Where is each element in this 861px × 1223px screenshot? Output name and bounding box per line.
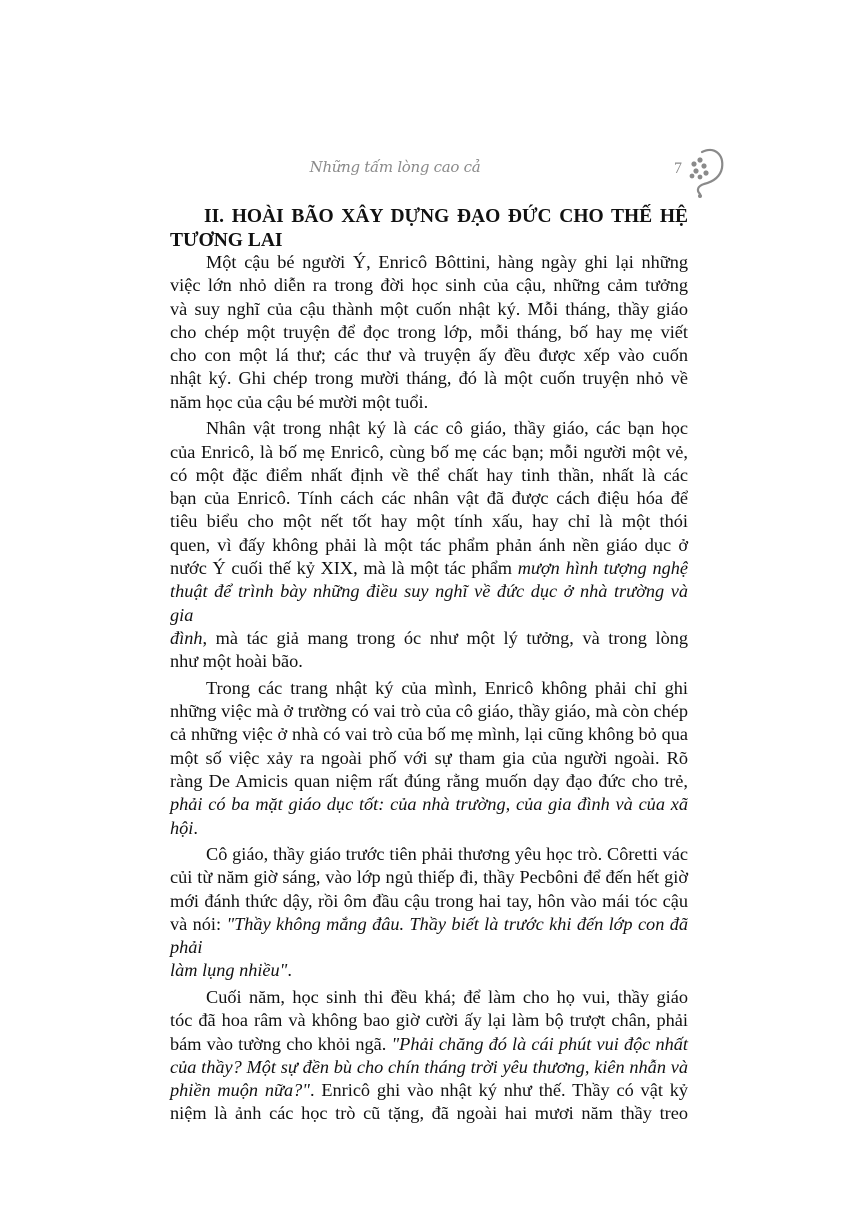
text: tóc đã hoa râm và không bao giờ cười ấy lại làm bộ trượt chân, phải — [170, 1010, 688, 1031]
italic-text: "Thầy không mắng đâu. Thầy biết là trước khi đến lớp con đã phải — [170, 913, 688, 958]
grape-vine-ornament-icon — [682, 144, 726, 200]
text: của Enricô, là bố mẹ Enricô, cùng bố mẹ các bạn; mỗi người một vẻ, — [170, 441, 688, 462]
text-line — [170, 1033, 688, 1056]
italic-text: thuật để trình bày những điều suy nghĩ về đức dục ở nhà trường và gia — [170, 581, 688, 625]
text: nước Ý cuối thế kỷ XIX, mà là một tác phẩm — [170, 558, 518, 579]
section-title — [170, 205, 688, 253]
text-line — [170, 464, 688, 487]
section-title-line-1: II. HOÀI BÃO XÂY DỰNG ĐẠO ĐỨC CHO THẾ HỆ — [204, 206, 688, 227]
text: . — [193, 817, 198, 838]
text: như một hoài bão. — [170, 651, 303, 672]
text-line — [170, 1056, 688, 1079]
text-line — [170, 627, 688, 650]
text-line — [170, 251, 688, 274]
text-line — [170, 650, 688, 673]
text: và suy nghĩ của cậu thành một cuốn nhật ký. Mỗi tháng, thầy giáo — [170, 298, 688, 319]
text-line — [170, 1009, 688, 1032]
text-line — [170, 747, 688, 770]
text-line — [170, 487, 688, 510]
paragraph — [170, 417, 688, 673]
text: có một đặc điểm nhất định về thể chất hay tinh thần, nhất là các — [170, 464, 688, 485]
running-head: Những tấm lòng cao cả — [309, 158, 481, 176]
text: năm học của cậu bé mười một tuổi. — [170, 391, 429, 412]
text: mới đánh thức dậy, rồi ôm đầu cậu trong hai tay, hôn vào mái tóc cậu — [170, 890, 688, 911]
text-line — [170, 723, 688, 746]
text-line — [170, 677, 688, 700]
text: Một cậu bé người Ý, Enricô Bôttini, hàng ngày ghi lại những — [206, 252, 688, 272]
text: bạn của Enricô. Tính cách các nhân vật đã được cách điệu hóa để — [170, 488, 688, 509]
text: những việc mà ở trường có vai trò của cô giáo, thầy giáo, mà còn chép — [170, 701, 688, 722]
italic-text: làm lụng nhiều" — [170, 960, 288, 981]
text-line — [170, 321, 688, 344]
text: cả những việc ở nhà có vai trò của bố mẹ mình, lại cũng không bỏ qua — [170, 724, 688, 745]
text-line — [170, 959, 688, 982]
text-line — [170, 441, 688, 464]
text-line — [170, 1102, 688, 1125]
text-line — [170, 534, 688, 557]
page-number: 7 — [674, 160, 682, 177]
body-text — [170, 251, 688, 1129]
text-line — [170, 890, 688, 913]
text: và nói: — [170, 913, 227, 934]
text-line — [170, 580, 688, 627]
text: niệm là ảnh các học trò cũ tặng, đã ngoài hai mươi năm thầy treo — [170, 1103, 688, 1124]
text: quen, vì đấy không phải là một tác phẩm phản ánh nền giáo dục ở — [170, 534, 688, 555]
text-line — [170, 843, 688, 866]
text: củi từ năm giờ sáng, vào lớp ngủ thiếp đi, thầy Pecbôni để đến hết giờ — [170, 867, 688, 888]
text: nhật ký. Ghi chép trong mười tháng, đó là một cuốn truyện nhỏ về — [170, 368, 688, 389]
section-title-line-2: TƯƠNG LAI — [170, 230, 283, 251]
paragraph — [170, 251, 688, 414]
text-line — [170, 770, 688, 793]
italic-text: của thầy? Một sự đền bù cho chín tháng trời yêu thương, kiên nhẫn và — [170, 1056, 688, 1077]
text: Cuối năm, học sinh thi đều khá; để làm cho họ vui, thầy giáo — [206, 986, 688, 1007]
text-line — [170, 700, 688, 723]
text: cho chép một truyện để đọc trong lớp, mỗi tháng, bố hay mẹ viết — [170, 321, 688, 342]
text: việc lớn nhỏ diễn ra trong đời học sinh của cậu, những cảm tưởng — [170, 275, 688, 296]
text-line — [170, 367, 688, 390]
text: Nhân vật trong nhật ký là các cô giáo, thầy giáo, các bạn học — [206, 418, 688, 439]
text-line — [170, 866, 688, 889]
italic-text: đình — [170, 627, 203, 648]
paragraph — [170, 986, 688, 1126]
text: Cô giáo, thầy giáo trước tiên phải thương yêu học trò. Côretti vác — [206, 843, 688, 864]
text-line — [170, 557, 688, 580]
italic-text: phải có ba mặt giáo dục tốt: của nhà trường, của gia đình và của xã hội — [170, 794, 688, 838]
text-line — [170, 391, 688, 414]
text-line — [170, 417, 688, 440]
text-line — [170, 298, 688, 321]
text-line — [170, 1079, 688, 1102]
text: . — [287, 960, 292, 981]
text-line — [170, 510, 688, 533]
text: Trong các trang nhật ký của mình, Enricô không phải chỉ ghi — [206, 677, 688, 698]
text-line — [170, 274, 688, 297]
text-line — [170, 344, 688, 367]
paragraph — [170, 677, 688, 840]
text: cho con một lá thư; các thư và truyện ấy đều được xếp vào cuốn — [170, 345, 688, 366]
text-line — [170, 986, 688, 1009]
text-line — [170, 913, 688, 960]
text: . Enricô ghi vào nhật ký như thế. Thầy có vật kỷ — [309, 1080, 688, 1101]
text-line — [170, 793, 688, 840]
text: bám vào tường cho khỏi ngã. — [170, 1033, 392, 1054]
paragraph — [170, 843, 688, 983]
text: tiêu biểu cho một nết tốt hay một tính xấu, hay chỉ là một thói — [170, 511, 688, 532]
italic-text: "Phải chăng đó là cái phút vui độc nhất — [391, 1033, 689, 1054]
italic-text: mượn hình tượng nghệ — [517, 558, 688, 579]
text: , mà tác giả mang trong óc như một lý tưởng, và trong lòng — [202, 627, 688, 648]
italic-text: phiền muộn nữa?" — [170, 1080, 310, 1101]
text: một số việc xảy ra ngoài phố với sự tham gia của người ngoài. Rõ — [170, 747, 688, 768]
text: ràng De Amicis quan niệm rất đúng rằng muốn dạy đạo đức cho trẻ, — [170, 770, 688, 791]
